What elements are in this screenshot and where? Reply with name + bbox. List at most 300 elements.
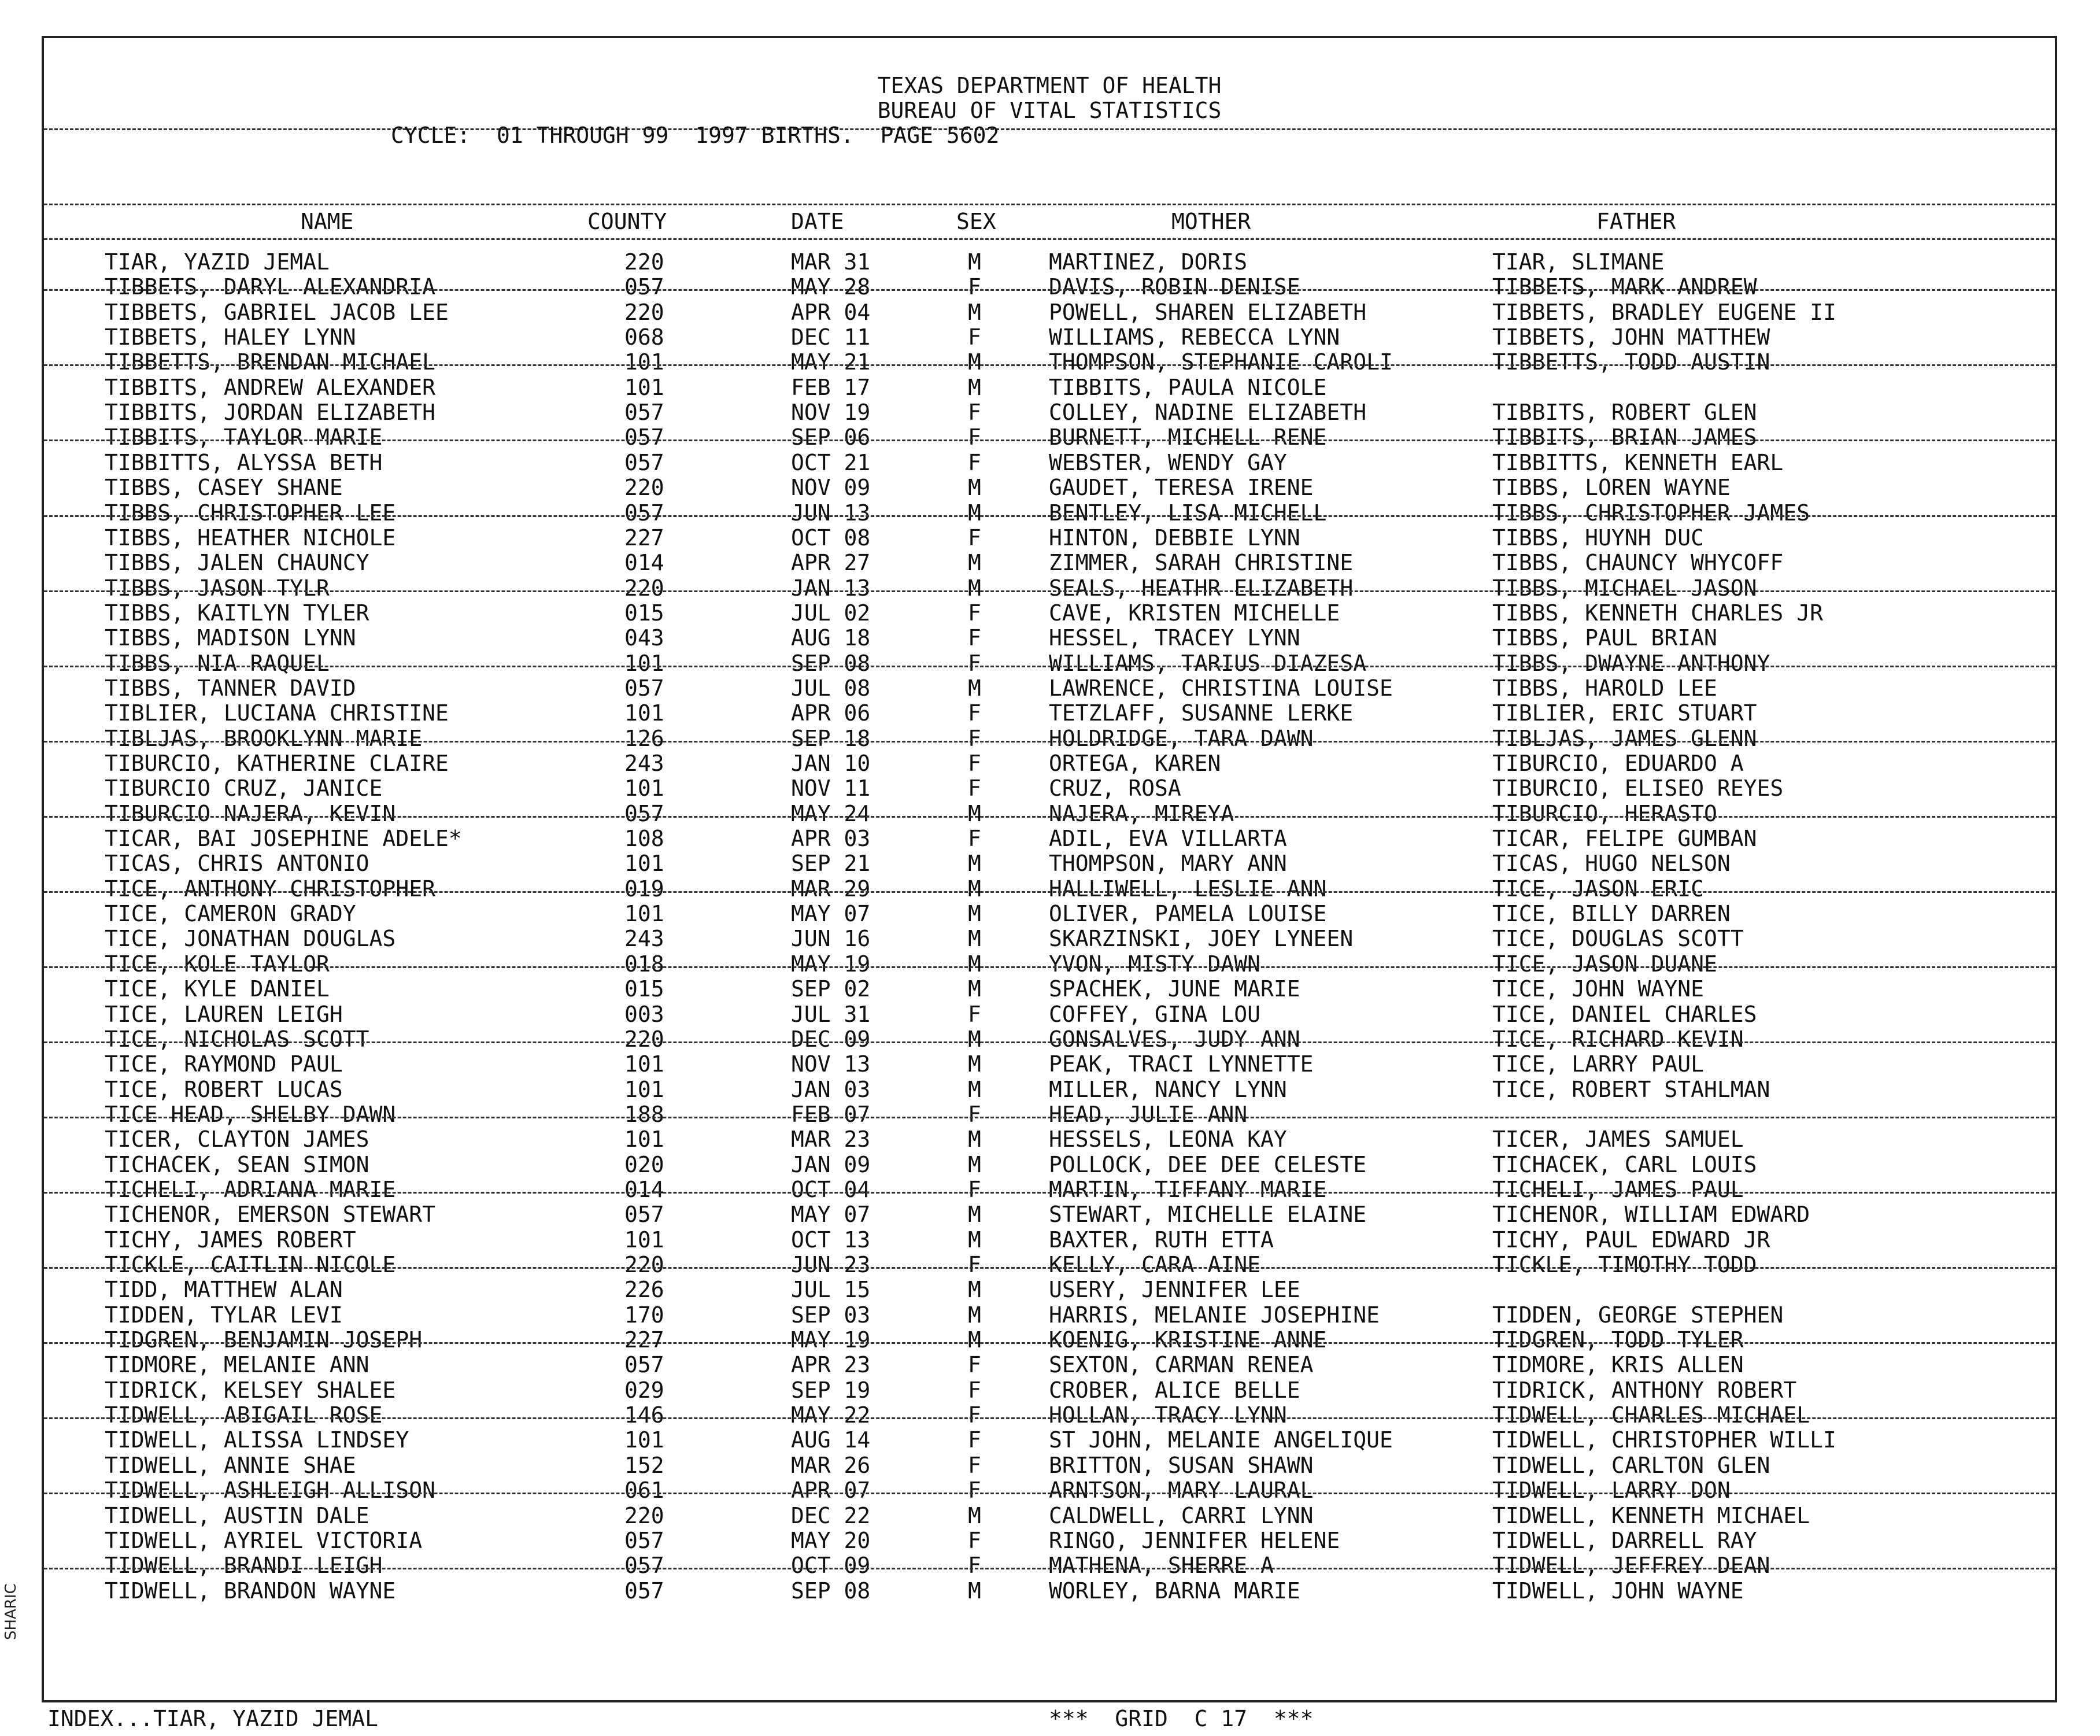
table-row	[44, 1504, 2055, 1530]
table-row	[44, 777, 2055, 802]
record-name: TICE, KYLE DANIEL	[105, 976, 330, 1002]
record-name: TICHELI, ADRIANA MARIE	[105, 1176, 396, 1202]
record-county: 101	[624, 1051, 664, 1077]
record-date: OCT 08	[791, 525, 871, 551]
record-sex: M	[968, 1076, 981, 1102]
record-father: TIDWELL, CHRISTOPHER WILLI	[1492, 1427, 1836, 1453]
record-sex: F	[968, 1527, 981, 1553]
record-mother: CROBER, ALICE BELLE	[1049, 1377, 1300, 1403]
table-row	[44, 501, 2055, 527]
row-strike-rule	[44, 289, 2055, 291]
record-county: 101	[624, 1126, 664, 1153]
agency-title: TEXAS DEPARTMENT OF HEALTH	[877, 73, 1222, 98]
table-row	[44, 350, 2055, 376]
record-name: TIDMORE, MELANIE ANN	[105, 1352, 369, 1378]
record-mother: GONSALVES, JUDY ANN	[1049, 1026, 1300, 1052]
record-mother: ADIL, EVA VILLARTA	[1049, 826, 1287, 852]
record-name: TICE, NICHOLAS SCOTT	[105, 1026, 369, 1052]
record-sex: M	[968, 976, 981, 1002]
row-strike-rule	[44, 1192, 2055, 1194]
table-row	[44, 1579, 2055, 1605]
col-header-name: NAME	[301, 209, 354, 234]
table-row	[44, 652, 2055, 677]
record-date: JUN 16	[791, 926, 871, 952]
record-name: TIAR, YAZID JEMAL	[105, 249, 330, 275]
row-strike-rule	[44, 891, 2055, 893]
record-name: TICE, CAMERON GRADY	[105, 901, 356, 927]
record-name: TIDD, MATTHEW ALAN	[105, 1277, 343, 1303]
table-row	[44, 551, 2055, 577]
record-date: SEP 06	[791, 424, 871, 450]
table-row	[44, 1529, 2055, 1554]
record-name: TIDWELL, ANNIE SHAE	[105, 1452, 356, 1478]
table-row	[44, 601, 2055, 627]
record-father: TICE, JOHN WAYNE	[1492, 976, 1705, 1002]
record-sex: M	[968, 926, 981, 952]
record-father: TIBBS, HAROLD LEE	[1492, 675, 1717, 701]
record-county: 170	[624, 1302, 664, 1328]
record-county: 226	[624, 1277, 664, 1303]
record-father: TIDWELL, KENNETH MICHAEL	[1492, 1502, 1810, 1528]
record-mother: COLLEY, NADINE ELIZABETH	[1049, 400, 1367, 426]
record-county: 057	[624, 800, 664, 826]
record-sex: M	[968, 800, 981, 826]
record-mother: YVON, MISTY DAWN	[1049, 951, 1261, 977]
row-strike-rule	[44, 816, 2055, 818]
record-date: NOV 11	[791, 775, 871, 801]
record-name: TIDWELL, ALISSA LINDSEY	[105, 1427, 409, 1453]
record-sex: F	[968, 700, 981, 726]
record-mother: STEWART, MICHELLE ELAINE	[1049, 1202, 1367, 1228]
record-name: TIBBITS, TAYLOR MARIE	[105, 424, 383, 450]
record-date: OCT 04	[791, 1176, 871, 1202]
record-county: 057	[624, 274, 664, 300]
record-name: TIBBS, JASON TYLR	[105, 575, 330, 601]
record-county: 061	[624, 1478, 664, 1504]
record-mother: THOMPSON, MARY ANN	[1049, 851, 1287, 877]
record-mother: SEALS, HEATHR ELIZABETH	[1049, 575, 1354, 601]
record-father: TIDDEN, GEORGE STEPHEN	[1492, 1302, 1784, 1328]
record-county: 014	[624, 1176, 664, 1202]
record-name: TICE, JONATHAN DOUGLAS	[105, 926, 396, 952]
table-row	[44, 902, 2055, 928]
record-sex: M	[968, 374, 981, 400]
record-name: TIBBITS, ANDREW ALEXANDER	[105, 374, 435, 400]
record-date: MAR 23	[791, 1126, 871, 1153]
record-date: SEP 03	[791, 1302, 871, 1328]
record-sex: F	[968, 525, 981, 551]
record-father: TIBBS, DWAYNE ANTHONY	[1492, 650, 1770, 676]
record-name: TIBBETTS, BRENDAN MICHAEL	[105, 349, 435, 375]
record-name: TICHACEK, SEAN SIMON	[105, 1151, 369, 1177]
record-county: 057	[624, 500, 664, 526]
record-mother: HEAD, JULIE ANN	[1049, 1101, 1248, 1127]
record-date: SEP 02	[791, 976, 871, 1002]
record-date: MAR 29	[791, 876, 871, 902]
record-name: TIBURCIO NAJERA, KEVIN	[105, 800, 396, 826]
record-father: TIDMORE, KRIS ALLEN	[1492, 1352, 1744, 1378]
table-row	[44, 827, 2055, 852]
record-name: TICHENOR, EMERSON STEWART	[105, 1202, 435, 1228]
record-county: 220	[624, 249, 664, 275]
record-county: 057	[624, 1202, 664, 1228]
record-mother: MATHENA, SHERRE A	[1049, 1553, 1274, 1579]
record-sex: M	[968, 575, 981, 601]
record-sex: M	[968, 951, 981, 977]
table-row	[44, 1203, 2055, 1228]
record-county: 227	[624, 525, 664, 551]
record-mother: KELLY, CARA AINE	[1049, 1252, 1261, 1277]
record-name: TIBBS, CHRISTOPHER LEE	[105, 500, 396, 526]
record-father: TICE, RICHARD KEVIN	[1492, 1026, 1744, 1052]
record-sex: F	[968, 775, 981, 801]
table-row	[44, 275, 2055, 301]
table-row	[44, 526, 2055, 552]
record-sex: M	[968, 550, 981, 576]
record-name: TICE, ROBERT LUCAS	[105, 1076, 343, 1102]
record-father: TICE, ROBERT STAHLMAN	[1492, 1076, 1770, 1102]
record-date: SEP 19	[791, 1377, 871, 1403]
record-name: TIDWELL, ASHLEIGH ALLISON	[105, 1478, 435, 1504]
record-date: JAN 13	[791, 575, 871, 601]
record-mother: WEBSTER, WENDY GAY	[1049, 449, 1287, 475]
record-name: TICHY, JAMES ROBERT	[105, 1227, 356, 1253]
record-father: TIDGREN, TODD TYLER	[1492, 1327, 1744, 1353]
record-father: TIDWELL, JOHN WAYNE	[1492, 1578, 1744, 1604]
record-county: 019	[624, 876, 664, 902]
record-date: AUG 14	[791, 1427, 871, 1453]
record-date: OCT 09	[791, 1553, 871, 1579]
record-sex: F	[968, 1252, 981, 1277]
record-sex: M	[968, 1277, 981, 1303]
table-row	[44, 401, 2055, 426]
record-name: TICE, KOLE TAYLOR	[105, 951, 330, 977]
record-county: 220	[624, 475, 664, 501]
table-row	[44, 1153, 2055, 1179]
record-date: JAN 09	[791, 1151, 871, 1177]
record-mother: MILLER, NANCY LYNN	[1049, 1076, 1287, 1102]
record-county: 101	[624, 349, 664, 375]
record-mother: ARNTSON, MARY LAURAL	[1049, 1478, 1314, 1504]
record-sex: M	[968, 1502, 981, 1528]
record-county: 101	[624, 650, 664, 676]
record-county: 220	[624, 575, 664, 601]
record-name: TICAR, BAI JOSEPHINE ADELE*	[105, 826, 462, 852]
record-sex: F	[968, 1377, 981, 1403]
record-sex: F	[968, 424, 981, 450]
column-header-rule-top	[44, 204, 2055, 205]
table-row	[44, 426, 2055, 451]
record-date: OCT 13	[791, 1227, 871, 1253]
record-mother: MARTIN, TIFFANY MARIE	[1049, 1176, 1327, 1202]
record-date: MAR 26	[791, 1452, 871, 1478]
record-sex: M	[968, 1202, 981, 1228]
record-name: TIBLJAS, BROOKLYNN MARIE	[105, 725, 423, 751]
col-header-county: COUNTY	[587, 209, 667, 234]
record-date: SEP 08	[791, 1578, 871, 1604]
record-date: SEP 08	[791, 650, 871, 676]
record-name: TIDRICK, KELSEY SHALEE	[105, 1377, 396, 1403]
record-father: TIBBITS, ROBERT GLEN	[1492, 400, 1757, 426]
record-date: MAY 24	[791, 800, 871, 826]
row-strike-rule	[44, 1342, 2055, 1344]
row-strike-rule	[44, 590, 2055, 592]
record-father: TIBBETTS, TODD AUSTIN	[1492, 349, 1770, 375]
record-father: TIAR, SLIMANE	[1492, 249, 1665, 275]
record-name: TIBBS, CASEY SHANE	[105, 475, 343, 501]
record-county: 188	[624, 1101, 664, 1127]
record-name: TIDDEN, TYLAR LEVI	[105, 1302, 343, 1328]
table-row	[44, 1479, 2055, 1504]
record-father: TICHACEK, CARL LOUIS	[1492, 1151, 1757, 1177]
table-row	[44, 1554, 2055, 1579]
record-date: JUL 31	[791, 1001, 871, 1027]
table-row	[44, 677, 2055, 702]
record-sex: F	[968, 751, 981, 776]
record-county: 243	[624, 751, 664, 776]
record-name: TIBBETS, DARYL ALEXANDRIA	[105, 274, 435, 300]
row-strike-rule	[44, 1041, 2055, 1043]
table-row	[44, 1078, 2055, 1103]
record-county: 108	[624, 826, 664, 852]
record-father: TICHY, PAUL EDWARD JR	[1492, 1227, 1770, 1253]
record-father: TICHELI, JAMES PAUL	[1492, 1176, 1744, 1202]
record-name: TICE HEAD, SHELBY DAWN	[105, 1101, 396, 1127]
record-sex: M	[968, 1026, 981, 1052]
table-row	[44, 752, 2055, 777]
record-county: 057	[624, 1553, 664, 1579]
record-sex: F	[968, 449, 981, 475]
record-date: NOV 13	[791, 1051, 871, 1077]
record-county: 101	[624, 1076, 664, 1102]
record-sex: F	[968, 400, 981, 426]
record-mother: HINTON, DEBBIE LYNN	[1049, 525, 1300, 551]
record-mother: TIBBITS, PAULA NICOLE	[1049, 374, 1327, 400]
record-county: 057	[624, 675, 664, 701]
record-mother: HOLDRIDGE, TARA DAWN	[1049, 725, 1314, 751]
row-strike-rule	[44, 741, 2055, 743]
record-county: 003	[624, 1001, 664, 1027]
record-date: APR 03	[791, 826, 871, 852]
record-mother: THOMPSON, STEPHANIE CAROLI	[1049, 349, 1393, 375]
table-row	[44, 1028, 2055, 1053]
record-county: 068	[624, 324, 664, 350]
record-sex: F	[968, 1452, 981, 1478]
record-date: FEB 17	[791, 374, 871, 400]
record-county: 227	[624, 1327, 664, 1353]
record-date: MAY 21	[791, 349, 871, 375]
record-father: TIDWELL, CHARLES MICHAEL	[1492, 1402, 1810, 1428]
record-date: MAY 19	[791, 1327, 871, 1353]
record-name: TIBBS, HEATHER NICHOLE	[105, 525, 396, 551]
record-county: 101	[624, 700, 664, 726]
table-row	[44, 326, 2055, 351]
record-father: TIBBITTS, KENNETH EARL	[1492, 449, 1784, 475]
record-sex: F	[968, 1352, 981, 1378]
record-name: TIDWELL, AUSTIN DALE	[105, 1502, 369, 1528]
record-sex: M	[968, 1151, 981, 1177]
record-name: TIBBS, NIA RAQUEL	[105, 650, 330, 676]
record-date: APR 23	[791, 1352, 871, 1378]
record-mother: POLLOCK, DEE DEE CELESTE	[1049, 1151, 1367, 1177]
record-name: TIBBS, MADISON LYNN	[105, 625, 356, 651]
record-mother: WORLEY, BARNA MARIE	[1049, 1578, 1300, 1604]
table-row	[44, 577, 2055, 602]
report-page	[42, 36, 2057, 1731]
table-row	[44, 877, 2055, 903]
record-date: APR 04	[791, 299, 871, 325]
record-father: TIBURCIO, EDUARDO A	[1492, 751, 1744, 776]
record-name: TIBLIER, LUCIANA CHRISTINE	[105, 700, 449, 726]
table-row	[44, 1052, 2055, 1078]
record-date: NOV 19	[791, 400, 871, 426]
record-mother: HALLIWELL, LESLIE ANN	[1049, 876, 1327, 902]
record-name: TIBBS, KAITLYN TYLER	[105, 600, 369, 626]
record-sex: F	[968, 1427, 981, 1453]
record-father: TICE, DANIEL CHARLES	[1492, 1001, 1757, 1027]
record-name: TICE, RAYMOND PAUL	[105, 1051, 343, 1077]
table-row	[44, 376, 2055, 401]
cycle-line: CYCLE: 01 THROUGH 99 1997 BIRTHS. PAGE 5602	[391, 123, 1000, 148]
table-row	[44, 727, 2055, 752]
bureau-title: BUREAU OF VITAL STATISTICS	[877, 98, 1222, 123]
record-father: TIBURCIO, HERASTO	[1492, 800, 1717, 826]
record-sex: M	[968, 876, 981, 902]
grid-footer: *** GRID C 17 ***	[1049, 1706, 1314, 1731]
record-county: 101	[624, 1227, 664, 1253]
record-county: 243	[624, 926, 664, 952]
record-date: AUG 18	[791, 625, 871, 651]
record-county: 043	[624, 625, 664, 651]
record-mother: KOENIG, KRISTINE ANNE	[1049, 1327, 1327, 1353]
record-name: TICE, ANTHONY CHRISTOPHER	[105, 876, 435, 902]
row-strike-rule	[44, 966, 2055, 968]
table-row	[44, 626, 2055, 652]
record-date: JUN 23	[791, 1252, 871, 1277]
table-row	[44, 1253, 2055, 1279]
record-mother: HOLLAN, TRACY LYNN	[1049, 1402, 1287, 1428]
record-mother: CALDWELL, CARRI LYNN	[1049, 1502, 1314, 1528]
record-mother: SKARZINSKI, JOEY LYNEEN	[1049, 926, 1354, 952]
record-name: TICKLE, CAITLIN NICOLE	[105, 1252, 396, 1277]
record-county: 057	[624, 449, 664, 475]
row-strike-rule	[44, 515, 2055, 517]
record-date: SEP 21	[791, 851, 871, 877]
record-name: TICER, CLAYTON JAMES	[105, 1126, 369, 1153]
record-mother: ST JOHN, MELANIE ANGELIQUE	[1049, 1427, 1393, 1453]
record-county: 220	[624, 1252, 664, 1277]
record-mother: BENTLEY, LISA MICHELL	[1049, 500, 1327, 526]
table-row	[44, 1228, 2055, 1254]
record-sex: F	[968, 274, 981, 300]
record-father: TICHENOR, WILLIAM EDWARD	[1492, 1202, 1810, 1228]
record-father: TIBBETS, MARK ANDREW	[1492, 274, 1757, 300]
record-mother: RINGO, JENNIFER HELENE	[1049, 1527, 1340, 1553]
record-county: 029	[624, 1377, 664, 1403]
record-mother: GAUDET, TERESA IRENE	[1049, 475, 1314, 501]
record-sex: M	[968, 349, 981, 375]
record-name: TIDWELL, BRANDI LEIGH	[105, 1553, 383, 1579]
record-name: TICAS, CHRIS ANTONIO	[105, 851, 369, 877]
record-date: APR 06	[791, 700, 871, 726]
record-father: TIBBS, CHRISTOPHER JAMES	[1492, 500, 1810, 526]
record-county: 220	[624, 1502, 664, 1528]
record-father: TIBBITS, BRIAN JAMES	[1492, 424, 1757, 450]
record-mother: HESSEL, TRACEY LYNN	[1049, 625, 1300, 651]
record-father: TICE, JASON ERIC	[1492, 876, 1705, 902]
record-date: MAY 28	[791, 274, 871, 300]
record-name: TIBURCIO CRUZ, JANICE	[105, 775, 383, 801]
record-mother: COFFEY, GINA LOU	[1049, 1001, 1261, 1027]
record-date: SEP 18	[791, 725, 871, 751]
record-mother: SPACHEK, JUNE MARIE	[1049, 976, 1300, 1002]
record-mother: HESSELS, LEONA KAY	[1049, 1126, 1287, 1153]
record-father: TICE, BILLY DARREN	[1492, 901, 1731, 927]
record-sex: M	[968, 1327, 981, 1353]
table-row	[44, 301, 2055, 326]
record-county: 101	[624, 1427, 664, 1453]
record-father: TIBBS, LOREN WAYNE	[1492, 475, 1731, 501]
record-father: TICAS, HUGO NELSON	[1492, 851, 1731, 877]
record-mother: POWELL, SHAREN ELIZABETH	[1049, 299, 1367, 325]
table-row	[44, 476, 2055, 501]
table-row	[44, 977, 2055, 1003]
record-county: 057	[624, 424, 664, 450]
record-mother: CAVE, KRISTEN MICHELLE	[1049, 600, 1340, 626]
record-name: TIBBITTS, ALYSSA BETH	[105, 449, 383, 475]
record-name: TIBBETS, GABRIEL JACOB LEE	[105, 299, 449, 325]
record-father: TICER, JAMES SAMUEL	[1492, 1126, 1744, 1153]
record-sex: M	[968, 249, 981, 275]
record-date: JUL 15	[791, 1277, 871, 1303]
table-row	[44, 250, 2055, 276]
record-date: NOV 09	[791, 475, 871, 501]
record-date: DEC 22	[791, 1502, 871, 1528]
record-father: TIDWELL, DARRELL RAY	[1492, 1527, 1757, 1553]
record-name: TIBBS, JALEN CHAUNCY	[105, 550, 369, 576]
record-sex: F	[968, 1553, 981, 1579]
record-father: TICKLE, TIMOTHY TODD	[1492, 1252, 1757, 1277]
record-date: DEC 09	[791, 1026, 871, 1052]
row-strike-rule	[44, 439, 2055, 441]
record-sex: F	[968, 1402, 981, 1428]
record-name: TIBBITS, JORDAN ELIZABETH	[105, 400, 435, 426]
record-county: 018	[624, 951, 664, 977]
table-row	[44, 1428, 2055, 1454]
record-date: JAN 10	[791, 751, 871, 776]
record-date: APR 07	[791, 1478, 871, 1504]
record-mother: MARTINEZ, DORIS	[1049, 249, 1248, 275]
table-row	[44, 1353, 2055, 1379]
record-name: TIDWELL, BRANDON WAYNE	[105, 1578, 396, 1604]
record-date: MAY 07	[791, 901, 871, 927]
table-row	[44, 451, 2055, 477]
col-header-date: DATE	[791, 209, 844, 234]
row-strike-rule	[44, 364, 2055, 366]
table-row	[44, 1278, 2055, 1303]
table-row	[44, 1454, 2055, 1479]
record-mother: OLIVER, PAMELA LOUISE	[1049, 901, 1327, 927]
index-footer: INDEX...TIAR, YAZID JEMAL	[47, 1706, 378, 1731]
table-row	[44, 1379, 2055, 1404]
record-father: TIDWELL, CARLTON GLEN	[1492, 1452, 1770, 1478]
record-sex: F	[968, 826, 981, 852]
record-father: TIBBETS, JOHN MATTHEW	[1492, 324, 1770, 350]
record-county: 220	[624, 299, 664, 325]
record-county: 101	[624, 374, 664, 400]
record-mother: NAJERA, MIREYA	[1049, 800, 1234, 826]
record-sex: F	[968, 1176, 981, 1202]
